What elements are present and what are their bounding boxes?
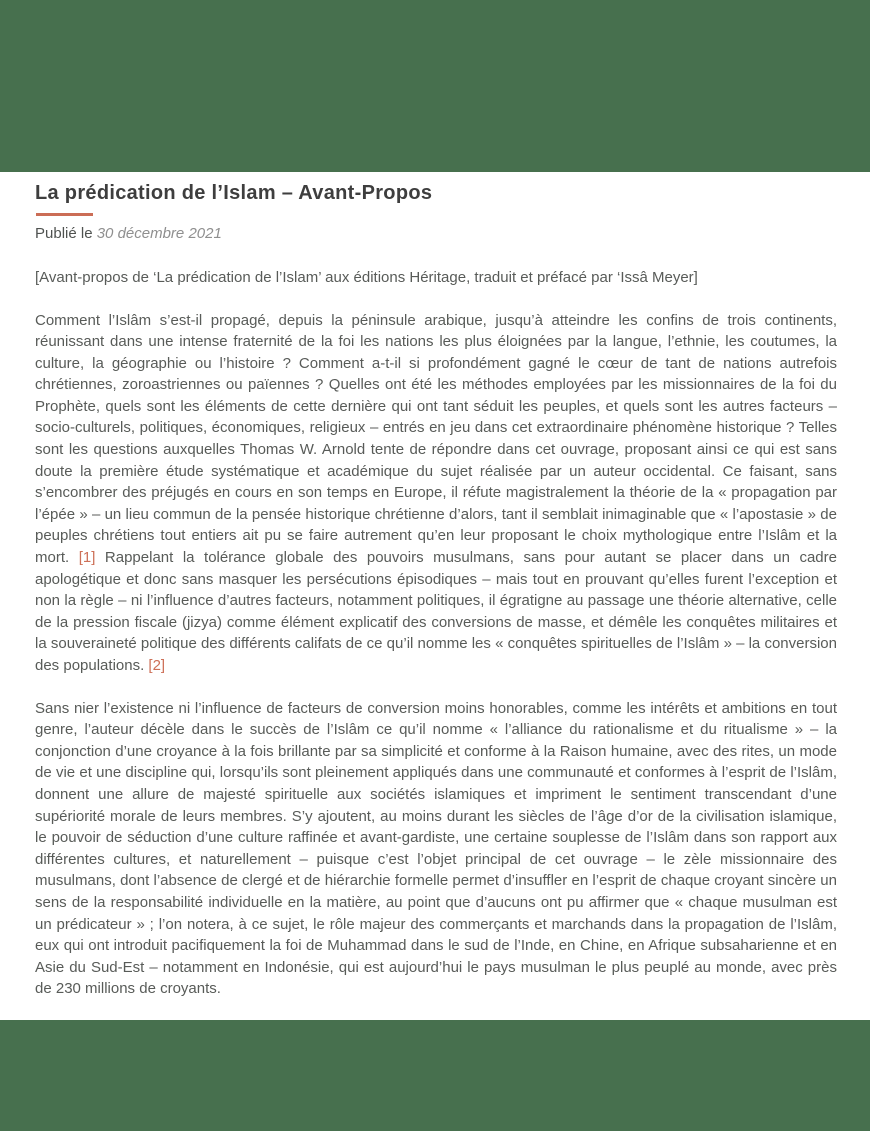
footnote-ref-2[interactable]: [2]: [148, 657, 166, 674]
article-paragraph-1: [35, 310, 837, 677]
paragraph-1-text-b: Rappelant la tolérance globale des pouvoirs musulmans, sans pour autant se placer dans un cadre apologétique et donc sans masquer les persécutions épisodiques – mais tout en prouvant qu’elles furent l’exception et non la règle – ni l’influence d’autres facteurs, notamment politiques, il égratigne au passage une théorie alternative, celle de la pression fiscale (jizya) comme élément explicatif des conversions de masse, et démêle les conquêtes militaires et la souveraineté politique des différents califats de ce qu’il nomme les « conquêtes spirituelles de l’Islâm » – la conversion des populations.: [35, 549, 837, 674]
footnote-ref-1[interactable]: [1]: [78, 549, 96, 567]
title-accent-underline: [36, 213, 93, 216]
published-date: 30 décembre 2021: [96, 225, 222, 242]
site-header-banner: [0, 0, 870, 172]
article-content-area: [0, 172, 870, 1020]
published-line: [35, 224, 837, 244]
page-title: La prédication de l’Islam – Avant-Propos: [35, 182, 433, 204]
translator-note: [Avant-propos de ‘La prédication de l’Islam’ aux éditions Héritage, traduit et préfacé par ‘Issâ Meyer]: [35, 269, 698, 286]
published-label: Publié le: [35, 225, 97, 242]
article-paragraph-2: Sans nier l’existence ni l’influence de facteurs de conversion moins honorables, comme les intérêts et ambitions en tout genre, l’auteur décèle dans le succès de l’Islâm ce qu’il nomme « l’alliance du rationalisme et du ritualisme » – la conjonction d’une croyance à la fois brillante par sa simplicité et conforme à la Raison humaine, avec des rites, un mode de vie et une discipline qui, lorsqu’ils sont pleinement appliqués dans une communauté et conformes à l’esprit de l’Islâm, donnent une allure de majesté spirituelle aux sociétés islamiques et impriment le sentiment transcendant d’une supériorité morale de leurs membres. S’y ajoutent, au moins durant les siècles de l’âge d’or de la civilisation islamique, le pouvoir de séduction d’une culture raffinée et avant-gardiste, une certaine souplesse de l’Islâm dans son rapport aux différentes cultures, et naturellement – puisque c’est l’objet principal de cet ouvrage – le zèle missionnaire des musulmans, dont l’absence de clergé et de hiérarchie formelle permet d’insuffler en l’esprit de chaque croyant sincère un sens de la responsabilité individuelle en la matière, au point que d’aucuns ont pu affirmer que « chaque musulman est un prédicateur » ; l’on notera, à ce sujet, le rôle majeur des commerçants et marchands dans la propagation de l’Islâm, eux qui ont introduit pacifiquement la foi de Muhammad dans le sud de l’Inde, en Chine, en Afrique subsaharienne et en Asie du Sud-Est – notamment en Indonésie, qui est aujourd’hui le pays musulman le plus peuplé au monde, avec près de 230 millions de croyants.: [35, 699, 837, 998]
site-footer-banner: [0, 1020, 870, 1131]
paragraph-1-text-a: Comment l’Islâm s’est-il propagé, depuis la péninsule arabique, jusqu’à atteindre les confins de trois continents, réunissant dans une intense fraternité de la foi les nations les plus éloignées par la langue, l’ethnie, les coutumes, la culture, la géographie ou l’histoire ? Comment a-t-il si profondément gagné le cœur de tant de nations autrefois chrétiennes, zoroastriennes ou païennes ? Quelles ont été les méthodes employées par les missionnaires de la foi du Prophète, quels sont les éléments de cette dernière qui ont tant séduit les peuples, et quels sont les autres facteurs – socio-culturels, politiques, économiques, religieux – entrés en jeu dans cet extraordinaire phénomène historique ? Telles sont les questions auxquelles Thomas W. Arnold tente de répondre dans cet ouvrage, proposant ainsi ce qui est sans doute la première étude systématique et académique du sujet réalisée par un auteur occidental. Ce faisant, sans s’encombrer des préjugés en cours en son temps en Europe, il réfute magistralement la théorie de la « propagation par l’épée » – un lieu commun de la pensée historique chrétienne d’alors, tant il semblait inimaginable que « l’apostasie » de peuples chrétiens tout entiers ait pu se faire autrement qu’en leur proposant le choix mythologique entre l’Islâm et la mort.: [35, 311, 837, 567]
